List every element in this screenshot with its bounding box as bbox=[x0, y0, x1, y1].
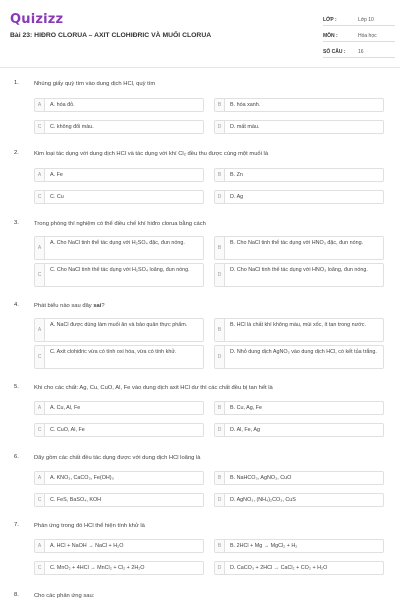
option-text: B. NaHCO₃, AgNO₃, CuO bbox=[230, 475, 292, 481]
option-text: A. HCl + NaOH → NaCl + H₂O bbox=[50, 543, 124, 549]
option-c[interactable] bbox=[34, 423, 204, 437]
meta-label: MÔN : bbox=[323, 33, 338, 39]
option-letter: B bbox=[215, 540, 225, 552]
option-text: B. Cu, Ag, Fe bbox=[230, 405, 263, 411]
option-letter: D bbox=[215, 264, 225, 286]
question-number: 8. bbox=[14, 592, 19, 598]
meta-row-subject bbox=[323, 26, 395, 42]
meta-value: Hóa học bbox=[358, 33, 377, 39]
question-text: Trong phòng thí nghiệm có thể điều chế khí hiđro clorua bằng cách bbox=[34, 221, 206, 227]
question-number: 6. bbox=[14, 454, 19, 460]
option-text: D. Cho NaCl tinh thể tác dụng với HNO₃ loãng, đun nóng. bbox=[230, 267, 368, 273]
option-d[interactable] bbox=[214, 493, 384, 507]
option-d[interactable] bbox=[214, 263, 384, 287]
lesson-title: Bài 23: HIĐRO CLORUA – AXIT CLOHIĐRIC VÀ MUỐI CLORUA bbox=[10, 32, 212, 39]
option-letter: D bbox=[215, 121, 225, 133]
question-text: Phát biểu nào sau đây sai? bbox=[34, 303, 105, 309]
question-number: 7. bbox=[14, 522, 19, 528]
meta-value: Lớp 10 bbox=[358, 17, 374, 23]
option-letter: C bbox=[35, 264, 45, 286]
question-text: Cho các phản ứng sau: bbox=[34, 593, 95, 599]
option-text: D. mất màu. bbox=[230, 124, 260, 130]
option-letter: A bbox=[35, 237, 45, 259]
worksheet-meta bbox=[323, 10, 395, 58]
option-b[interactable] bbox=[214, 539, 384, 553]
question-text: Kim loại tác dụng với dung dịch HCl và tác dụng với khí Cl₂ đều thu được cùng một muối là bbox=[34, 151, 269, 157]
option-b[interactable] bbox=[214, 236, 384, 260]
option-letter: B bbox=[215, 237, 225, 259]
option-letter: B bbox=[215, 472, 225, 484]
option-a[interactable] bbox=[34, 98, 204, 112]
quizizz-logo: Quizizz bbox=[10, 12, 64, 27]
option-letter: D bbox=[215, 346, 225, 368]
option-letter: D bbox=[215, 494, 225, 506]
option-text: C. FeS, BaSO₄, KOH bbox=[50, 497, 102, 503]
option-letter: B bbox=[215, 402, 225, 414]
option-text: A. NaCl được dùng làm muối ăn và bảo quản thực phẩm. bbox=[50, 322, 188, 328]
question-text: Nhúng giấy quỳ tím vào dung dịch HCl, quỳ tím bbox=[34, 81, 156, 87]
option-text: A. hóa đỏ. bbox=[50, 102, 75, 108]
option-a[interactable] bbox=[34, 318, 204, 342]
option-d[interactable] bbox=[214, 345, 384, 369]
question-number: 1. bbox=[14, 80, 19, 86]
option-letter: C bbox=[35, 121, 45, 133]
option-letter: C bbox=[35, 191, 45, 203]
meta-label: SỐ CÂU : bbox=[323, 49, 346, 55]
option-c[interactable] bbox=[34, 493, 204, 507]
option-text: B. hóa xanh. bbox=[230, 102, 261, 108]
option-text: D. Nhỏ dung dịch AgNO₃ vào dung dịch HCl, có kết tủa trắng. bbox=[230, 349, 377, 355]
question-number: 5. bbox=[14, 384, 19, 390]
option-a[interactable] bbox=[34, 168, 204, 182]
option-letter: C bbox=[35, 562, 45, 574]
option-b[interactable] bbox=[214, 318, 384, 342]
option-text: D. Al, Fe, Ag bbox=[230, 427, 260, 433]
option-text: B. Zn bbox=[230, 172, 243, 178]
option-letter: A bbox=[35, 99, 45, 111]
option-letter: A bbox=[35, 319, 45, 341]
option-c[interactable] bbox=[34, 263, 204, 287]
meta-row-class bbox=[323, 10, 395, 26]
question-number: 3. bbox=[14, 220, 19, 226]
option-text: C. không đổi màu. bbox=[50, 124, 94, 130]
option-letter: B bbox=[215, 169, 225, 181]
option-a[interactable] bbox=[34, 236, 204, 260]
option-letter: D bbox=[215, 562, 225, 574]
question-text: Phản ứng trong đó HCl thể hiện tính khử là bbox=[34, 523, 145, 529]
option-d[interactable] bbox=[214, 561, 384, 575]
option-text: B. Cho NaCl tinh thể tác dụng với HNO₃ đặc, đun nóng. bbox=[230, 240, 364, 246]
option-b[interactable] bbox=[214, 168, 384, 182]
option-c[interactable] bbox=[34, 120, 204, 134]
question-text: Dãy gồm các chất đều tác dụng được với dung dịch HCl loãng là bbox=[34, 455, 201, 461]
question-number: 2. bbox=[14, 150, 19, 156]
option-text: D. AgNO₃, (NH₄)₂CO₃, CuS bbox=[230, 497, 296, 503]
option-letter: B bbox=[215, 319, 225, 341]
option-c[interactable] bbox=[34, 345, 204, 369]
option-a[interactable] bbox=[34, 539, 204, 553]
option-c[interactable] bbox=[34, 561, 204, 575]
option-letter: A bbox=[35, 402, 45, 414]
option-text: C. CuO, Al, Fe bbox=[50, 427, 85, 433]
meta-value: 16 bbox=[358, 49, 364, 55]
option-text: C. Axit clohiđric vừa có tính oxi hóa, vừa có tính khử. bbox=[50, 349, 177, 355]
option-a[interactable] bbox=[34, 471, 204, 485]
option-letter: A bbox=[35, 169, 45, 181]
meta-label: LỚP : bbox=[323, 17, 337, 23]
option-d[interactable] bbox=[214, 120, 384, 134]
meta-row-question-count bbox=[323, 42, 395, 58]
option-a[interactable] bbox=[34, 401, 204, 415]
option-letter: A bbox=[35, 540, 45, 552]
option-text: B. HCl là chất khí không màu, mùi xốc, ít tan trong nước. bbox=[230, 322, 366, 328]
option-letter: D bbox=[215, 424, 225, 436]
option-text: C. MnO₂ + 4HCl → MnCl₂ + Cl₂ + 2H₂O bbox=[50, 565, 145, 571]
option-c[interactable] bbox=[34, 190, 204, 204]
option-b[interactable] bbox=[214, 98, 384, 112]
option-text: A. Fe bbox=[50, 172, 63, 178]
option-b[interactable] bbox=[214, 401, 384, 415]
option-letter: A bbox=[35, 472, 45, 484]
option-text: A. Cu, Al, Fe bbox=[50, 405, 81, 411]
option-text: A. KNO₃, CaCO₃, Fe(OH)₃ bbox=[50, 475, 114, 481]
option-text: A. Cho NaCl tinh thể tác dụng với H₂SO₄ đặc, đun nóng. bbox=[50, 240, 185, 246]
option-text: C. Cu bbox=[50, 194, 64, 200]
question-text: Khi cho các chất: Ag, Cu, CuO, Al, Fe vào dung dịch axit HCl dư thì các chất đều bị tan hết là bbox=[34, 385, 273, 391]
option-letter: B bbox=[215, 99, 225, 111]
option-d[interactable] bbox=[214, 423, 384, 437]
option-letter: C bbox=[35, 346, 45, 368]
option-text: D. CaCO₃ + 2HCl → CaCl₂ + CO₂ + H₂O bbox=[230, 565, 328, 571]
option-text: B. 2HCl + Mg → MgCl₂ + H₂ bbox=[230, 543, 298, 549]
question-number: 4. bbox=[14, 302, 19, 308]
option-text: C. Cho NaCl tinh thể tác dụng với H₂SO₄ loãng, đun nóng. bbox=[50, 267, 190, 273]
option-text: D. Ag bbox=[230, 194, 244, 200]
option-letter: D bbox=[215, 191, 225, 203]
option-d[interactable] bbox=[214, 190, 384, 204]
option-letter: C bbox=[35, 424, 45, 436]
option-letter: C bbox=[35, 494, 45, 506]
option-b[interactable] bbox=[214, 471, 384, 485]
worksheet-header bbox=[0, 0, 400, 68]
